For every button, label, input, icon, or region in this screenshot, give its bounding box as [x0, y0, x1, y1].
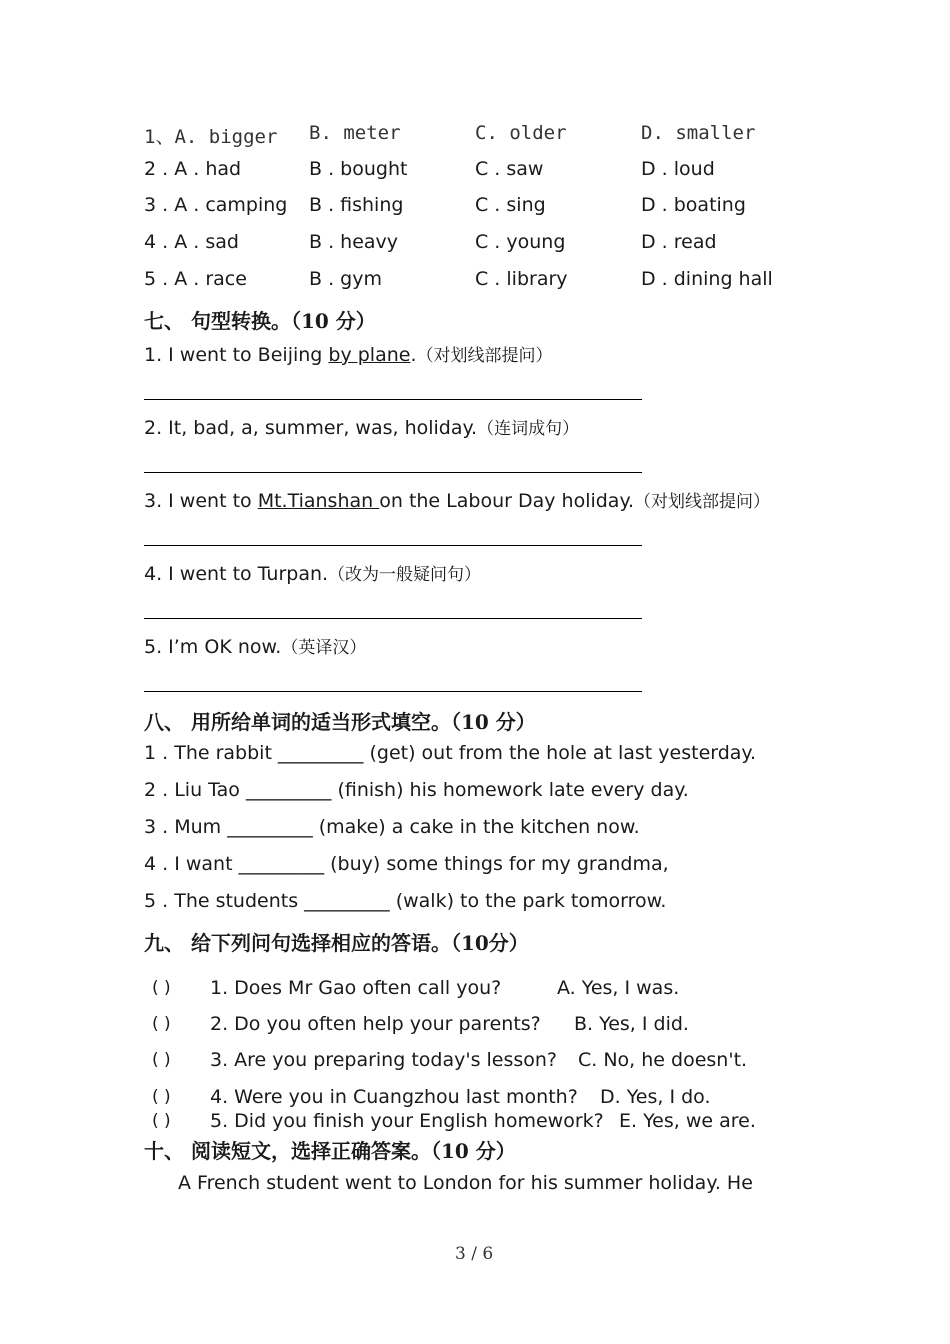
instruction-note: （对划线部提问） [634, 492, 771, 512]
reading-passage: A French student went to London for his summer holiday. He [178, 1172, 753, 1194]
underlined-phrase: Mt.Tianshan [257, 490, 380, 512]
option-a: 3 . A . camping [144, 194, 288, 216]
option-a: 5 . A . race [144, 268, 247, 290]
transform-question-3 [144, 487, 770, 512]
option-c: C . saw [475, 158, 544, 180]
answer-line-5[interactable] [144, 691, 642, 692]
match-question-1: 1. Does Mr Gao often call you? [210, 977, 502, 999]
section-8-heading: 八、 用所给单词的适当形式填空。（10 分） [144, 710, 536, 734]
section-10-heading: 十、 阅读短文，选择正确答案。（10 分） [144, 1139, 516, 1163]
question-text: 4. I went to Turpan. [144, 563, 329, 585]
fill-blank-item: 5 . The students _________ (walk) to the park tomorrow. [144, 890, 667, 912]
question-text: 2. It, bad, a, summer, was, holiday. [144, 417, 478, 439]
transform-question-4 [144, 560, 481, 585]
answer-line-3[interactable] [144, 545, 642, 546]
answer-line-4[interactable] [144, 618, 642, 619]
fill-blank-item: 2 . Liu Tao _________ (finish) his homework late every day. [144, 779, 689, 801]
question-text-end: . [410, 344, 417, 366]
section-7-heading: 七、 句型转换。（10 分） [144, 309, 376, 333]
answer-paren-1[interactable]: ( ) [152, 978, 171, 998]
section-9-heading: 九、 给下列问句选择相应的答语。（10分） [144, 931, 529, 955]
answer-paren-2[interactable]: ( ) [152, 1014, 171, 1034]
match-question-4: 4. Were you in Cuangzhou last month? [210, 1086, 578, 1108]
question-text: 3. I went to [144, 490, 258, 512]
option-b: B . fishing [309, 194, 404, 216]
match-answer-d: D. Yes, I do. [600, 1086, 711, 1108]
option-a: 4 . A . sad [144, 231, 239, 253]
option-b: B . gym [309, 268, 382, 290]
match-answer-b: B. Yes, I did. [574, 1013, 689, 1035]
page-number: 3 / 6 [455, 1244, 494, 1264]
transform-question-2 [144, 414, 579, 439]
option-c: C . young [475, 231, 566, 253]
match-question-3: 3. Are you preparing today's lesson? [210, 1049, 558, 1071]
option-d: D . boating [641, 194, 746, 216]
match-answer-a: A. Yes, I was. [557, 977, 680, 999]
match-answer-c: C. No, he doesn't. [578, 1049, 748, 1071]
option-b: B. meter [309, 122, 401, 144]
answer-paren-3[interactable]: ( ) [152, 1050, 171, 1070]
instruction-note: （连词成句） [477, 419, 580, 439]
instruction-note: （英译汉） [281, 638, 367, 658]
option-d: D. smaller [641, 122, 756, 144]
question-text: 5. I’m OK now. [144, 636, 282, 658]
option-d: D . read [641, 231, 717, 253]
option-b: B . bought [309, 158, 408, 180]
match-answer-e: E. Yes, we are. [619, 1110, 756, 1132]
answer-paren-4[interactable]: ( ) [152, 1087, 171, 1107]
question-text-end: on the Labour Day holiday. [379, 490, 635, 512]
underlined-phrase: by plane [328, 344, 411, 366]
answer-line-2[interactable] [144, 472, 642, 473]
option-c: C. older [475, 122, 567, 144]
transform-question-5 [144, 633, 366, 658]
option-b: B . heavy [309, 231, 399, 253]
option-d: D . loud [641, 158, 715, 180]
option-c: C . sing [475, 194, 546, 216]
instruction-note: （对划线部提问） [416, 346, 553, 366]
answer-paren-5[interactable]: ( ) [152, 1111, 171, 1131]
option-a: 1、A. bigger [144, 126, 278, 148]
match-question-2: 2. Do you often help your parents? [210, 1013, 541, 1035]
instruction-note: （改为一般疑问句） [328, 565, 482, 585]
option-d: D . dining hall [641, 268, 773, 290]
fill-blank-item: 3 . Mum _________ (make) a cake in the kitchen now. [144, 816, 640, 838]
fill-blank-item: 1 . The rabbit _________ (get) out from the hole at last yesterday. [144, 742, 757, 764]
option-a: 2 . A . had [144, 158, 242, 180]
option-c: C . library [475, 268, 568, 290]
transform-question-1 [144, 341, 553, 366]
fill-blank-item: 4 . I want _________ (buy) some things for my grandma, [144, 853, 669, 875]
match-question-5: 5. Did you finish your English homework? [210, 1110, 604, 1132]
answer-line-1[interactable] [144, 399, 642, 400]
question-text: 1. I went to Beijing [144, 344, 329, 366]
